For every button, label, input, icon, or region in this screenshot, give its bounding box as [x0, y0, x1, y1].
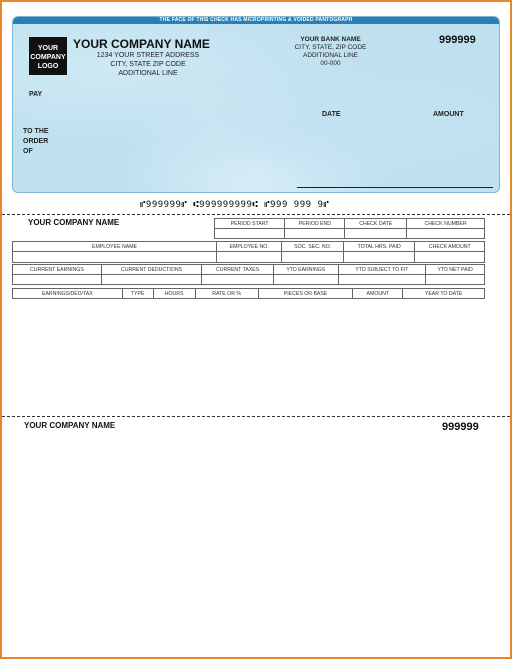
- employee-no-cell: [217, 252, 282, 263]
- period-start-header: PERIOD START: [215, 219, 285, 229]
- date-label: DATE: [322, 111, 341, 118]
- soc-sec-no-cell: [282, 252, 344, 263]
- bank-city: CITY, STATE, ZIP CODE: [294, 44, 367, 51]
- stub1-earnings-summary: [12, 264, 485, 285]
- bank-name: YOUR BANK NAME: [300, 36, 361, 43]
- check-number: 999999: [439, 34, 476, 46]
- amount-header: AMOUNT: [353, 289, 403, 299]
- current-taxes-cell: [202, 275, 274, 285]
- total-hrs-header: TOTAL HRS. PAID: [343, 242, 415, 252]
- company-address: [73, 51, 223, 78]
- type-header: TYPE: [122, 289, 153, 299]
- current-taxes-header: CURRENT TAXES: [202, 265, 274, 275]
- employee-name-header: EMPLOYEE NAME: [13, 242, 217, 252]
- address-line-2: CITY, STATE ZIP CODE: [110, 61, 186, 68]
- check-amount-header: CHECK AMOUNT: [415, 242, 485, 252]
- perforation-line-1: [2, 214, 510, 215]
- current-deductions-header: CURRENT DEDUCTIONS: [101, 265, 201, 275]
- stub1-header-table-1: [214, 218, 485, 239]
- micr-line: ⑈999999⑈ ⑆999999999⑆ ⑈999 999 9⑈: [140, 200, 330, 210]
- ytd-subject-fit-header: YTD SUBJECT TO FIT: [338, 265, 426, 275]
- company-name: YOUR COMPANY NAME: [73, 37, 210, 51]
- address-line-3: ADDITIONAL LINE: [118, 70, 178, 77]
- total-hrs-cell: [343, 252, 415, 263]
- check-number-cell: [407, 229, 485, 239]
- security-banner: THE FACE OF THIS CHECK HAS MICROPRINTING & VOIDED PANTOGRAPH: [13, 17, 499, 24]
- employee-name-cell: [13, 252, 217, 263]
- stub2-check-number: 999999: [442, 421, 479, 433]
- stub1-company-name: YOUR COMPANY NAME: [28, 218, 120, 227]
- rate-header: RATE OR %: [195, 289, 258, 299]
- to-order-label: [23, 127, 53, 157]
- stub1-header-table-2: [12, 241, 485, 263]
- employee-no-header: EMPLOYEE NO.: [217, 242, 282, 252]
- pieces-base-header: PIECES OR BASE: [258, 289, 353, 299]
- signature-line: [297, 187, 493, 188]
- bank-additional: ADDITIONAL LINE: [302, 52, 359, 59]
- soc-sec-no-header: SOC. SEC. NO.: [282, 242, 344, 252]
- check-face: [12, 16, 500, 193]
- current-deductions-cell: [101, 275, 201, 285]
- period-start-cell: [215, 229, 285, 239]
- year-to-date-header: YEAR TO DATE: [403, 289, 485, 299]
- company-logo: YOUR COMPANY LOGO: [29, 37, 67, 75]
- ytd-subject-fit-cell: [338, 275, 426, 285]
- check-amount-cell: [415, 252, 485, 263]
- stub1-detail-headers: [12, 288, 485, 299]
- ytd-earnings-header: YTD EARNINGS: [273, 265, 338, 275]
- perforation-line-2: [2, 416, 510, 417]
- ytd-net-paid-cell: [426, 275, 485, 285]
- earnings-ded-tax-header: EARNINGS/DED/TAX: [13, 289, 123, 299]
- hours-header: HOURS: [153, 289, 195, 299]
- current-earnings-header: CURRENT EARNINGS: [13, 265, 102, 275]
- stub2-company-name: YOUR COMPANY NAME: [24, 421, 116, 430]
- bank-routing: 00-000: [320, 60, 341, 67]
- address-line-1: 1234 YOUR STREET ADDRESS: [96, 52, 200, 59]
- bank-info: [283, 36, 378, 68]
- check-date-cell: [345, 229, 407, 239]
- period-end-header: PERIOD END: [285, 219, 345, 229]
- period-end-cell: [285, 229, 345, 239]
- check-number-header: CHECK NUMBER: [407, 219, 485, 229]
- ytd-earnings-cell: [273, 275, 338, 285]
- check-date-header: CHECK DATE: [345, 219, 407, 229]
- to-order-text: TO THE ORDER OF: [23, 128, 49, 155]
- ytd-net-paid-header: YTD NET PAID: [426, 265, 485, 275]
- pay-label: PAY: [29, 91, 43, 98]
- current-earnings-cell: [13, 275, 102, 285]
- amount-label: AMOUNT: [433, 111, 464, 118]
